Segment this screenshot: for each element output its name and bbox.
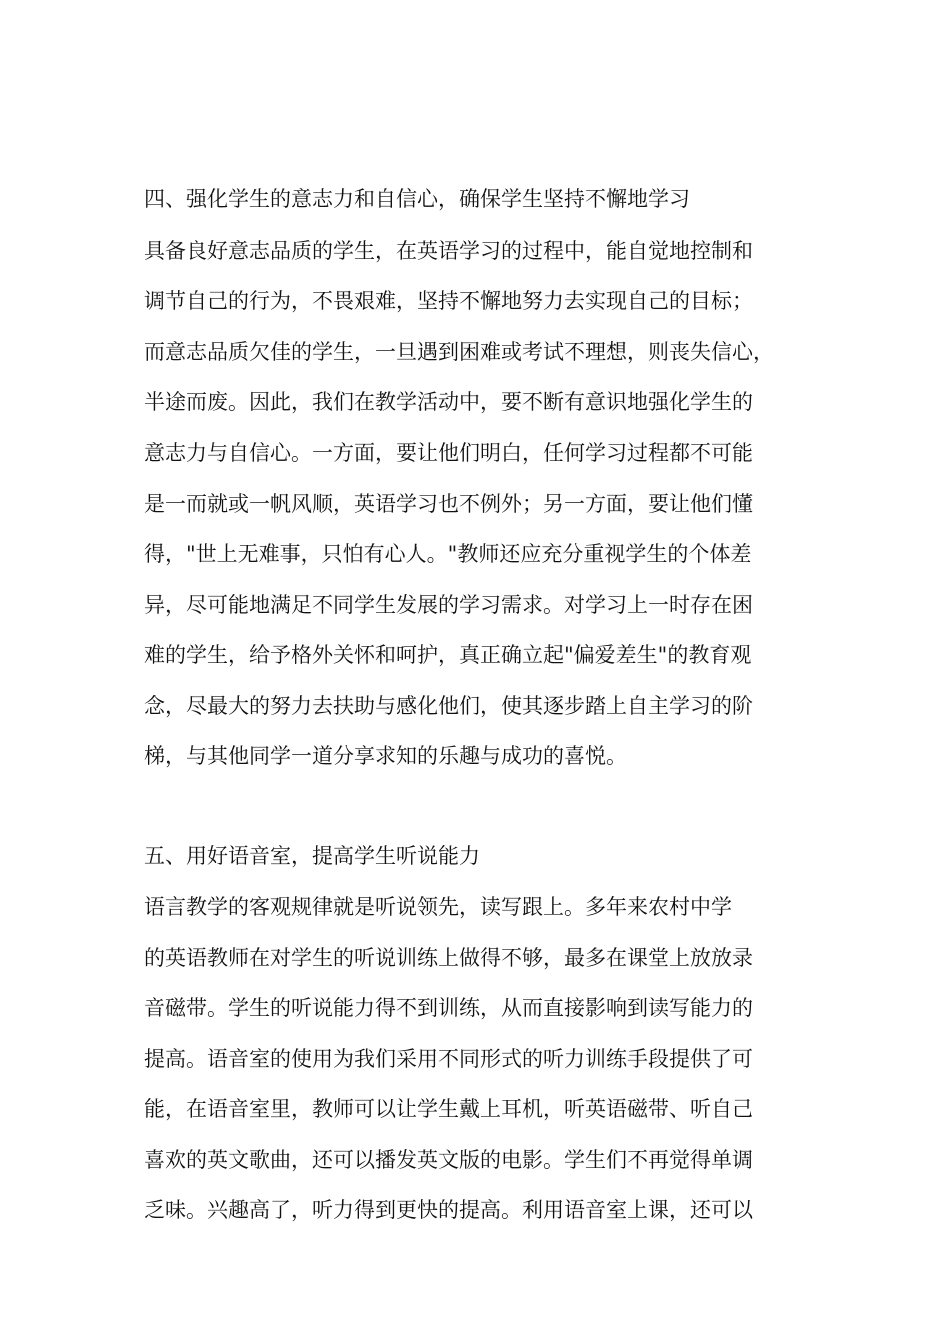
section-4-line: 异，尽可能地满足不同学生发展的学习需求。对学习上一时存在困 <box>144 593 753 617</box>
section-5-line: 乏味。兴趣高了，听力得到更快的提高。利用语音室上课，还可以 <box>144 1198 753 1222</box>
section-4-line: 半途而废。因此，我们在教学活动中，要不断有意识地强化学生的 <box>144 390 753 414</box>
section-4-line: 得，"世上无难事，只怕有心人。"教师还应充分重视学生的个体差 <box>144 542 752 566</box>
section-4-line: 意志力与自信心。一方面，要让他们明白，任何学习过程都不可能 <box>144 441 753 465</box>
section-4-line: 具备良好意志品质的学生，在英语学习的过程中，能自觉地控制和 <box>144 239 753 263</box>
section-4-line: 调节自己的行为，不畏艰难，坚持不懈地努力去实现自己的目标； <box>144 289 753 313</box>
section-5-line: 语言教学的客观规律就是听说领先，读写跟上。多年来农村中学 <box>144 895 732 919</box>
section-4-line: 难的学生，给予格外关怀和呵护，真正确立起"偏爱差生"的教育观 <box>144 643 752 667</box>
section-4-line: 而意志品质欠佳的学生，一旦遇到困难或考试不理想，则丧失信心， <box>144 340 774 364</box>
section-4-line: 念，尽最大的努力去扶助与感化他们，使其逐步踏上自主学习的阶 <box>144 694 753 718</box>
section-5-line: 能，在语音室里，教师可以让学生戴上耳机，听英语磁带、听自己 <box>144 1097 753 1121</box>
section-4-line: 梯，与其他同学一道分享求知的乐趣与成功的喜悦。 <box>144 744 627 768</box>
section-5-line: 音磁带。学生的听说能力得不到训练，从而直接影响到读写能力的 <box>144 996 753 1020</box>
section-4-line: 是一而就或一帆风顺，英语学习也不例外；另一方面，要让他们懂 <box>144 492 753 516</box>
section-5-line: 喜欢的英文歌曲，还可以播发英文版的电影。学生们不再觉得单调 <box>144 1148 753 1172</box>
section-5-heading: 五、用好语音室，提高学生听说能力 <box>144 844 480 868</box>
section-5-line: 的英语教师在对学生的听说训练上做得不够，最多在课堂上放放录 <box>144 946 753 970</box>
section-4-heading: 四、强化学生的意志力和自信心，确保学生坚持不懈地学习 <box>144 187 690 211</box>
section-5-line: 提高。语音室的使用为我们采用不同形式的听力训练手段提供了可 <box>144 1047 753 1071</box>
